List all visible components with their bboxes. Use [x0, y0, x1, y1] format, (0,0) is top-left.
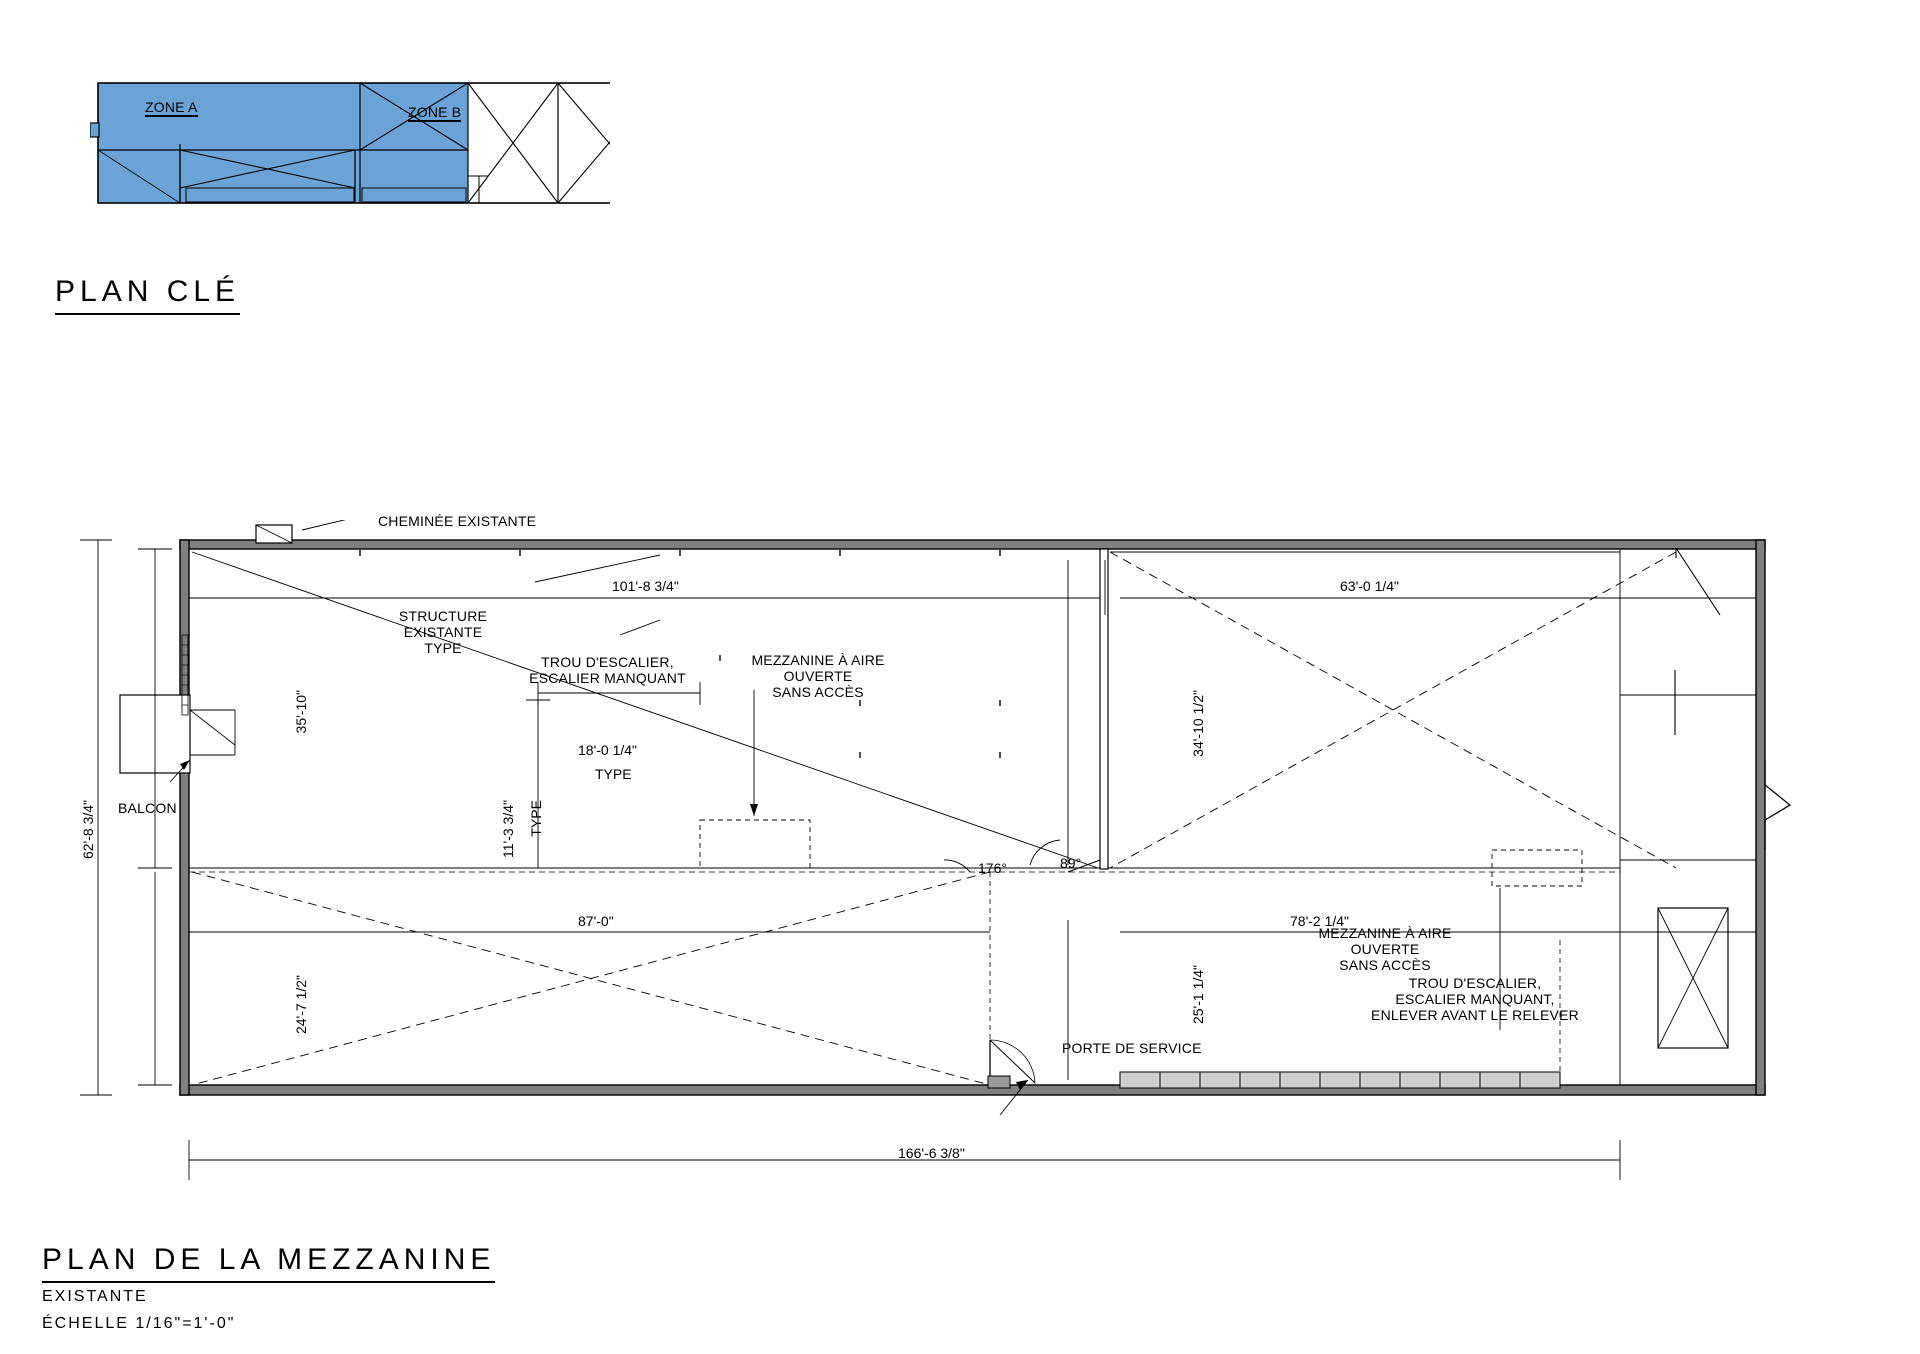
label-type-11: TYPE: [528, 800, 544, 837]
key-plan-title: PLAN CLÉ: [55, 275, 240, 315]
dim-62: 62'-8 3/4": [80, 800, 96, 860]
annotation-trou-escalier-2: TROU D'ESCALIER, ESCALIER MANQUANT, ENLEVER AVANT LE RELEVER: [1371, 975, 1579, 1023]
dim-11: 11'-3 3/4": [500, 800, 516, 858]
annotation-mezzanine-ouverte-2: MEZZANINE À AIRE OUVERTE SANS ACCÈS: [1318, 925, 1452, 973]
annotation-balcon: BALCON: [118, 800, 177, 816]
dim-87: 87'-0": [578, 913, 614, 929]
annotation-trou-escalier-1: TROU D'ESCALIER, ESCALIER MANQUANT: [529, 654, 686, 686]
key-plan: [90, 78, 610, 213]
key-plan-nub: [90, 123, 99, 137]
plan-scale: ÉCHELLE 1/16"=1'-0": [42, 1315, 236, 1332]
plan-subtitle: EXISTANTE: [42, 1288, 148, 1305]
label-type-18: TYPE: [595, 766, 632, 782]
dim-63: 63'-0 1/4": [1340, 578, 1400, 594]
dim-101: 101'-8 3/4": [612, 578, 679, 594]
dim-34: 34'-10 1/2": [1190, 690, 1206, 757]
annotation-cheminee: CHEMINÉE EXISTANTE: [378, 513, 537, 529]
annotation-structure-type: STRUCTURE EXISTANTE TYPE: [398, 608, 488, 656]
angle-176: 176°: [978, 860, 1007, 876]
dim-24: 24'-7 1/2": [293, 975, 309, 1035]
dim-18: 18'-0 1/4": [578, 742, 638, 758]
dim-78: 78'-2 1/4": [1290, 913, 1350, 929]
annotation-porte-de-service: PORTE DE SERVICE: [1062, 1040, 1202, 1056]
zone-b-label: ZONE B: [408, 104, 462, 120]
mezzanine-plan-drawing: [60, 520, 1860, 1240]
annotation-mezzanine-ouverte-1: MEZZANINE À AIRE OUVERTE SANS ACCÈS: [751, 652, 885, 700]
dim-25: 25'-1 1/4": [1190, 965, 1206, 1025]
plan-title: PLAN DE LA MEZZANINE: [42, 1243, 495, 1283]
dim-35: 35'-10": [293, 690, 309, 734]
angle-89: 89°: [1060, 855, 1082, 871]
zone-a-label: ZONE A: [145, 99, 198, 115]
dim-166: 166'-6 3/8": [898, 1145, 965, 1161]
